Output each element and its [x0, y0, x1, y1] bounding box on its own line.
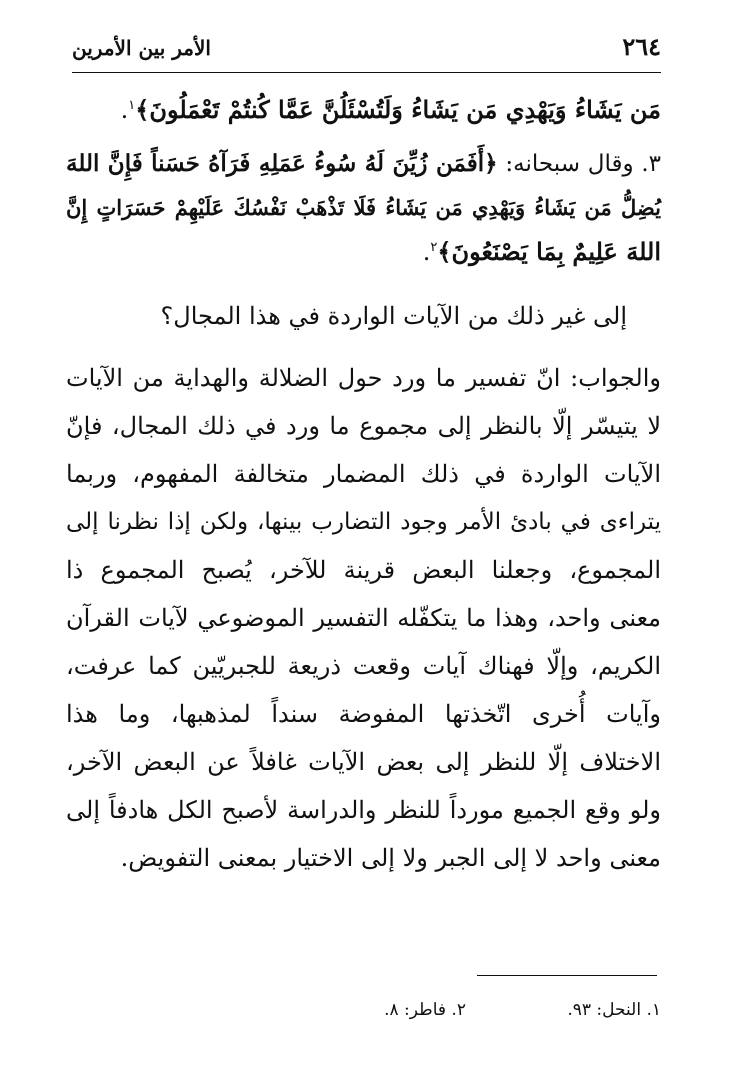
paragraph-line: الاختلاف إلّا للنظر إلى بعض الآيات غافلاً عن البعض الآخر،	[66, 748, 661, 776]
paragraph-line: يتراءى في بادئ الأمر وجود التضارب بينها، ولكن إذا نظرنا إلى	[66, 509, 661, 535]
punctuation: .	[422, 238, 431, 266]
quran-verse-text: اللهَ عَلِيمٌ بِمَا يَصْنَعُونَ﴾	[437, 237, 661, 266]
quran-verse-text: ﴿أَفَمَن زُيِّنَ لَهُ سُوءُ عَمَلِهِ فَرَآهُ حَسَناً فَإِنَّ اللهَ	[66, 150, 498, 177]
footnotes	[72, 998, 661, 1022]
paragraph-line: والجواب: انّ تفسير ما ورد حول الضلالة والهداية من الآيات	[66, 364, 661, 392]
paragraph-line: معنى واحد لا إلى الجبر ولا إلى الاختيار بمعنى التفويض.	[120, 844, 661, 872]
paragraph-line: وآيات أُخرى اتّخذتها المفوضة سنداً لمذهبها، وما هذا	[66, 700, 661, 728]
paragraph-line: الآيات الواردة في ذلك المضمار متخالفة المفهوم، وربما	[66, 460, 661, 488]
footnote-ref: ٢	[430, 240, 438, 255]
paragraph-line: معنى واحد، وهذا ما يتكفّله التفسير الموضوعي لآيات القرآن	[66, 604, 661, 632]
footnote-divider	[477, 975, 657, 976]
paragraph-line: المجموع، وجعلنا البعض قرينة للآخر، يُصبح المجموع ذا	[66, 556, 661, 584]
page-number: ٢٦٤	[622, 32, 661, 61]
item-intro: ٣. وقال سبحانه:	[497, 151, 661, 177]
quran-verse-text: مَن يَشَاءُ وَيَهْدِي مَن يَشَاءُ وَلَتُسْئَلُنَّ عَمَّا كُنتُمْ تَعْمَلُونَ﴾	[135, 95, 661, 124]
question-line: إلى غير ذلك من الآيات الواردة في هذا المجال؟	[160, 302, 627, 330]
running-title: الأمر بين الأمرين	[72, 36, 211, 60]
page-header	[72, 28, 661, 73]
paragraph-line: الكريم، وإلّا فهناك آيات وقعت ذريعة للجبريّين كما عرفت،	[66, 652, 661, 680]
punctuation: .	[120, 96, 129, 124]
footnote-ref: ١	[128, 98, 136, 113]
footnote-1: ١. النحل: ٩٣.	[567, 1000, 661, 1020]
quran-verse-line	[66, 146, 661, 182]
paragraph-line: ولو وقع الجميع مورداً للنظر والدراسة لأصبح الكل هادفاً إلى	[66, 796, 662, 824]
quran-verse-line	[66, 92, 661, 128]
paragraph-line: لا يتيسّر إلّا بالنظر إلى مجموع ما ورد في ذلك المجال، فإنّ	[66, 412, 661, 440]
main-text	[66, 92, 661, 876]
quran-verse-line: يُضِلُّ مَن يَشَاءُ وَيَهْدِي مَن يَشَاءُ فَلَا تَذْهَبْ نَفْسُكَ عَلَيْهِمْ حَسَرَاتٍ إِنَّ	[66, 195, 661, 220]
footnote-2: ٢. فاطر: ٨.	[384, 1000, 466, 1020]
quran-verse-line	[66, 234, 661, 270]
